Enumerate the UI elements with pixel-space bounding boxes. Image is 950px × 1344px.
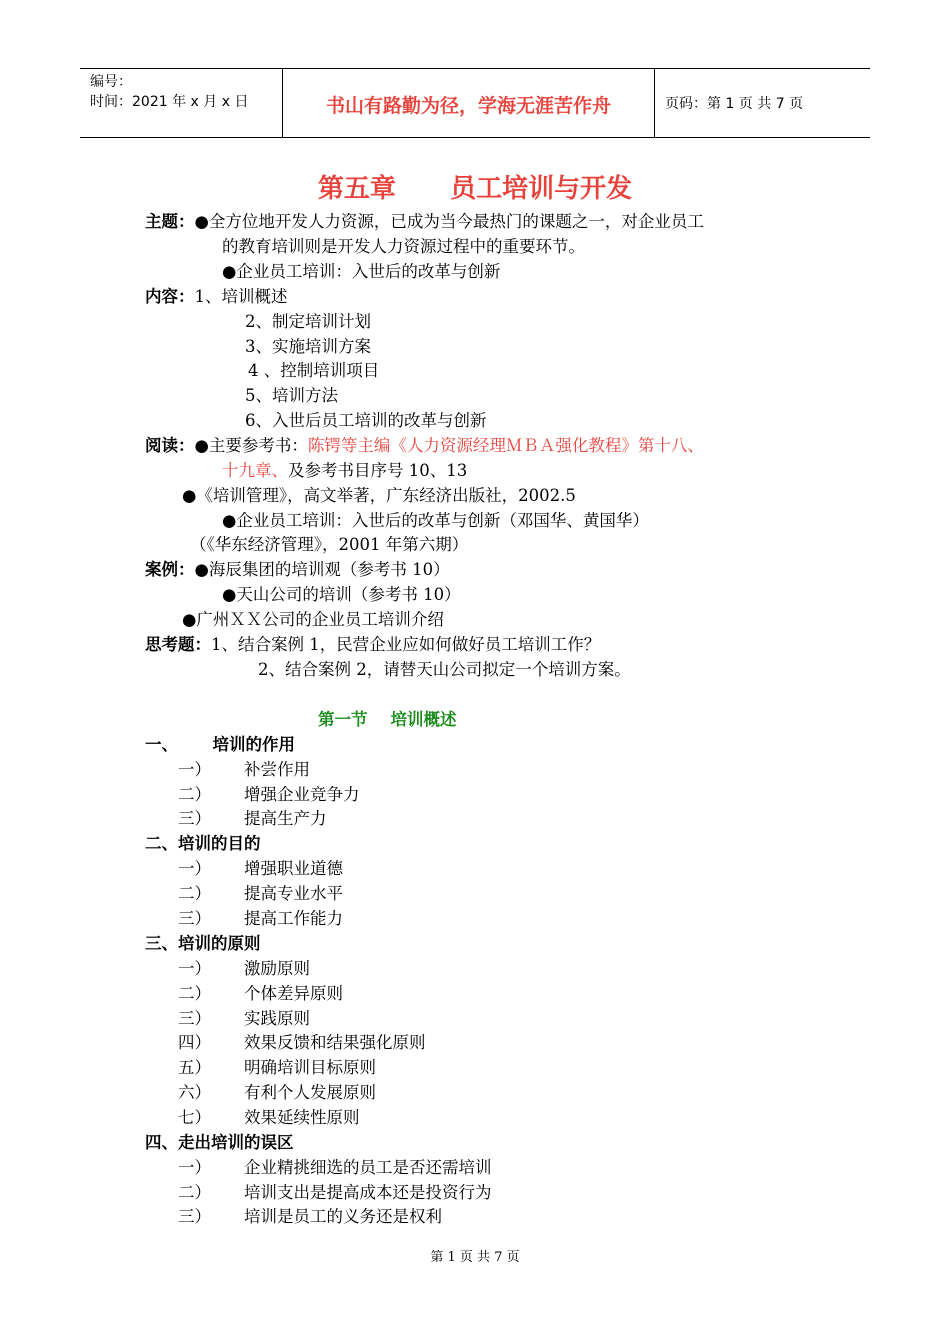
list-item: 二） 个体差异原则 xyxy=(178,984,343,1003)
list-item: 三） 提高工作能力 xyxy=(178,909,343,928)
reading-line-1: 阅读：●主要参考书：陈锷等主编《人力资源经理ＭＢＡ强化教程》第十八、 xyxy=(145,436,704,455)
content-item-6: 6、入世后员工培训的改革与创新 xyxy=(245,411,487,430)
list-item: 二） 培训支出是提高成本还是投资行为 xyxy=(178,1183,492,1202)
heading-1: 一、 培训的作用 xyxy=(145,735,295,754)
heading-3: 三、培训的原则 xyxy=(145,934,261,953)
theme-line-2: 的教育培训则是开发人力资源过程中的重要环节。 xyxy=(222,237,585,256)
page-footer: 第 1 页 共 7 页 xyxy=(430,1250,520,1265)
theme-line-1: 主题：●全方位地开发人力资源，已成为当今最热门的课题之一，对企业员工 xyxy=(145,212,704,231)
cases-line-1: 案例：●海辰集团的培训观（参考书 10） xyxy=(145,560,450,579)
page-label: 页码：第 1 页 共 7 页 xyxy=(665,96,804,112)
list-item: 三） 实践原则 xyxy=(178,1009,310,1028)
questions-line-1: 思考题：1、结合案例 1，民营企业应如何做好员工培训工作？ xyxy=(145,635,601,654)
theme-line-3: ●企业员工培训：入世后的改革与创新 xyxy=(222,262,501,281)
list-item: 一） 激励原则 xyxy=(178,959,310,978)
header-info-cell xyxy=(80,69,283,137)
date-label: 时间：2021 年 x 月 x 日 xyxy=(90,94,249,110)
content-item-5: 5、培训方法 xyxy=(245,386,338,405)
list-item: 一） 企业精挑细选的员工是否还需培训 xyxy=(178,1158,492,1177)
header-table xyxy=(80,68,870,138)
header-motto-cell xyxy=(283,69,655,137)
reading-line-4: ●企业员工培训：入世后的改革与创新（邓国华、黄国华） xyxy=(222,511,649,530)
reading-line-2: 十九章、及参考书目序号 10、13 xyxy=(222,461,468,480)
content-item-2: 2、制定培训计划 xyxy=(245,312,371,331)
serial-label: 编号： xyxy=(90,74,132,90)
list-item: 五） 明确培训目标原则 xyxy=(178,1058,376,1077)
list-item: 四） 效果反馈和结果强化原则 xyxy=(178,1033,426,1052)
list-item: 三） 培训是员工的义务还是权利 xyxy=(178,1207,442,1226)
list-item: 一） 补尝作用 xyxy=(178,760,310,779)
list-item: 六） 有利个人发展原则 xyxy=(178,1083,376,1102)
cases-line-2: ●天山公司的培训（参考书 10） xyxy=(222,585,461,604)
content-line-1: 内容：1、培训概述 xyxy=(145,287,288,306)
heading-2: 二、培训的目的 xyxy=(145,834,261,853)
reading-line-3: ●《培训管理》，高文举著，广东经济出版社，2002.5 xyxy=(182,486,576,505)
list-item: 一） 增强职业道德 xyxy=(178,859,343,878)
content-item-4: 4 、控制培训项目 xyxy=(248,361,380,380)
questions-line-2: 2、结合案例 2，请替天山公司拟定一个培训方案。 xyxy=(258,660,631,679)
content-item-3: 3、实施培训方案 xyxy=(245,337,371,356)
list-item: 二） 增强企业竞争力 xyxy=(178,785,360,804)
chapter-title: 第五章 员工培训与开发 xyxy=(317,174,633,204)
header-page-cell xyxy=(655,69,870,137)
motto: 书山有路勤为径，学海无涯苦作舟 xyxy=(325,95,611,117)
cases-line-3: ●广州ＸＸ公司的企业员工培训介绍 xyxy=(182,610,444,629)
section-title: 第一节 培训概述 xyxy=(318,710,457,729)
list-item: 七） 效果延续性原则 xyxy=(178,1108,360,1127)
reading-line-5: （《华东经济管理》，2001 年第六期） xyxy=(190,535,469,554)
list-item: 二） 提高专业水平 xyxy=(178,884,343,903)
list-item: 三） 提高生产力 xyxy=(178,809,327,828)
heading-4: 四、走出培训的误区 xyxy=(145,1133,294,1152)
